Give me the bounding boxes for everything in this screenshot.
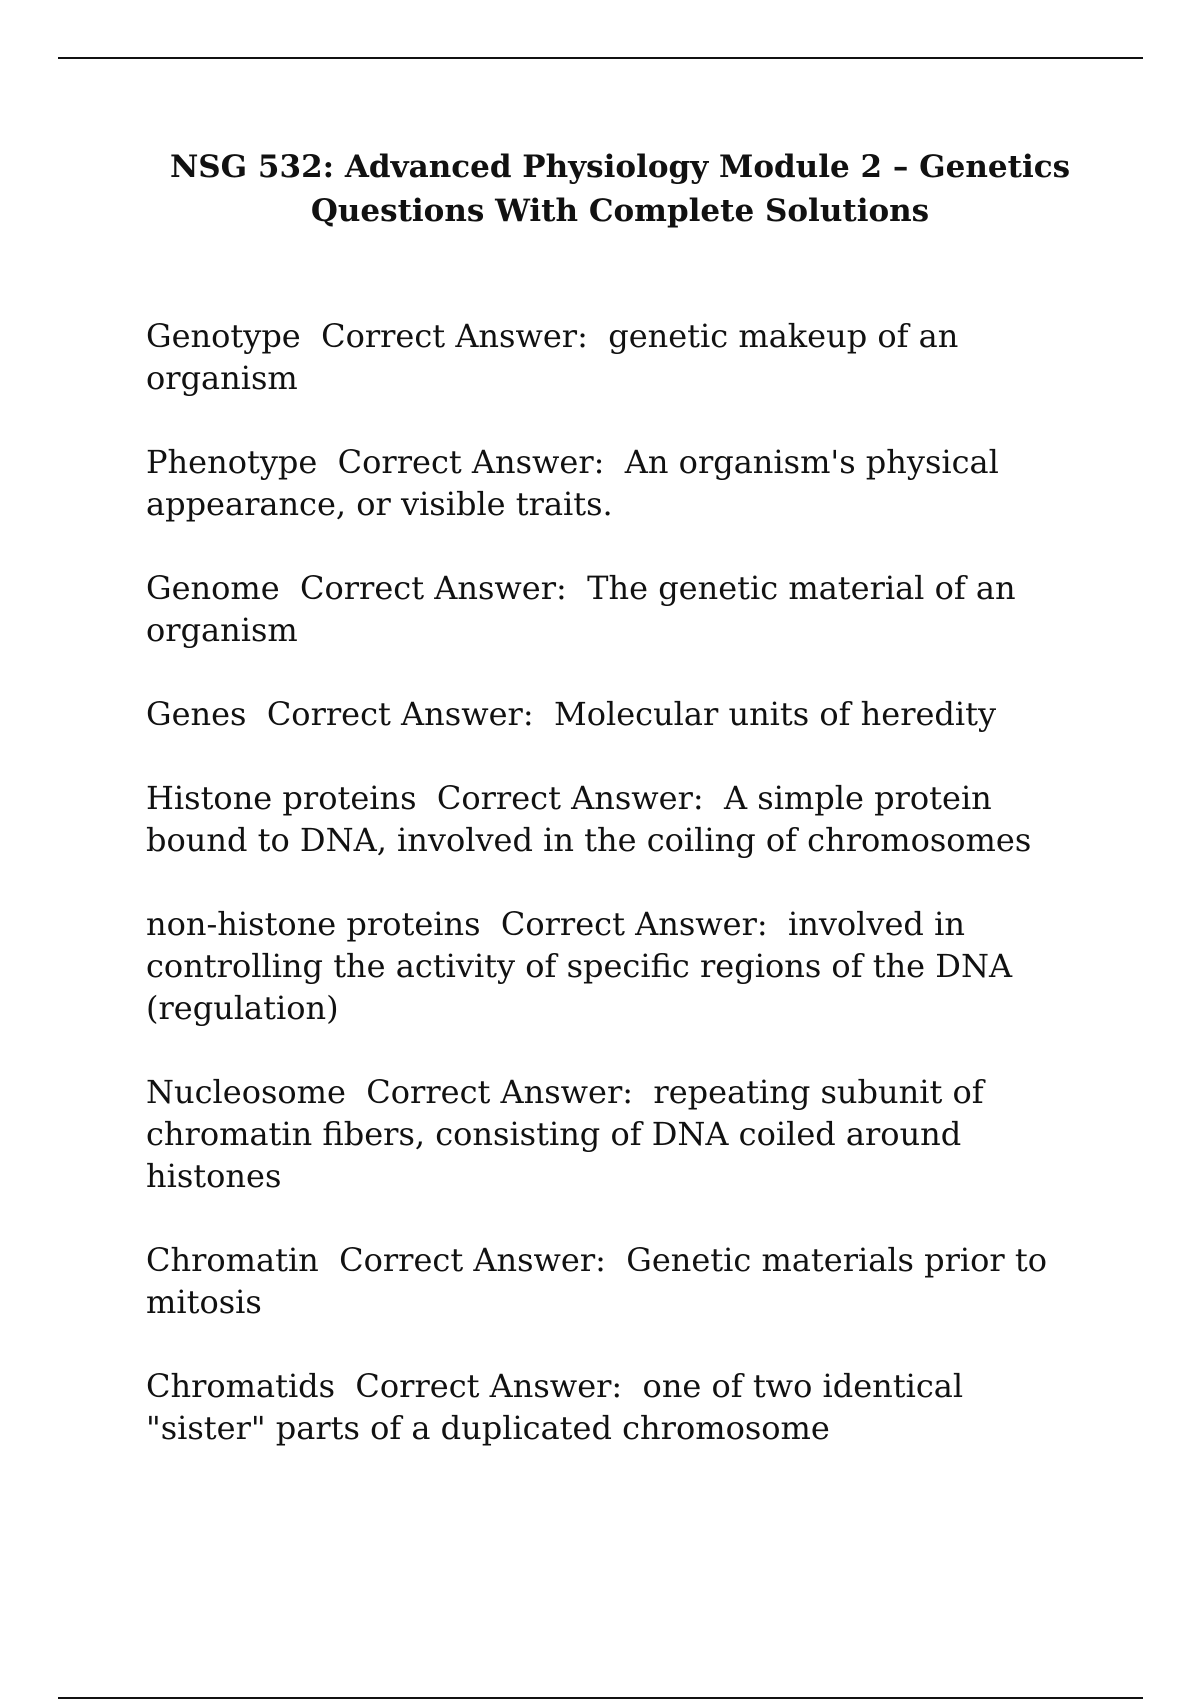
footer-rule xyxy=(58,1697,1143,1699)
document-title xyxy=(120,145,1120,233)
qa-item-chromatids: Chromatids Correct Answer: one of two identical "sister" parts of a duplicated chromosome xyxy=(146,1367,974,1447)
qa-item-genes: Genes Correct Answer: Molecular units of heredity xyxy=(146,695,997,733)
qa-item-histone-proteins: Histone proteins Correct Answer: A simple protein bound to DNA, involved in the coiling of chromosomes xyxy=(146,779,1032,859)
qa-item-chromatin: Chromatin Correct Answer: Genetic materials prior to mitosis xyxy=(146,1241,1058,1321)
title-line-2: Questions With Complete Solutions xyxy=(310,193,930,229)
qa-list xyxy=(146,315,1086,1491)
qa-item-phenotype: Phenotype Correct Answer: An organism's physical appearance, or visible traits. xyxy=(146,443,1010,523)
qa-item-genome: Genome Correct Answer: The genetic material of an organism xyxy=(146,569,1026,649)
qa-item-non-histone-proteins: non-histone proteins Correct Answer: involved in controlling the activity of specific regions of the DNA (regulation) xyxy=(146,905,1023,1027)
header-rule xyxy=(58,57,1143,59)
qa-item-nucleosome: Nucleosome Correct Answer: repeating subunit of chromatin fibers, consisting of DNA coiled around histones xyxy=(146,1073,994,1195)
qa-item-genotype: Genotype Correct Answer: genetic makeup of an organism xyxy=(146,317,969,397)
title-line-1: NSG 532: Advanced Physiology Module 2 – Genetics xyxy=(169,149,1071,185)
